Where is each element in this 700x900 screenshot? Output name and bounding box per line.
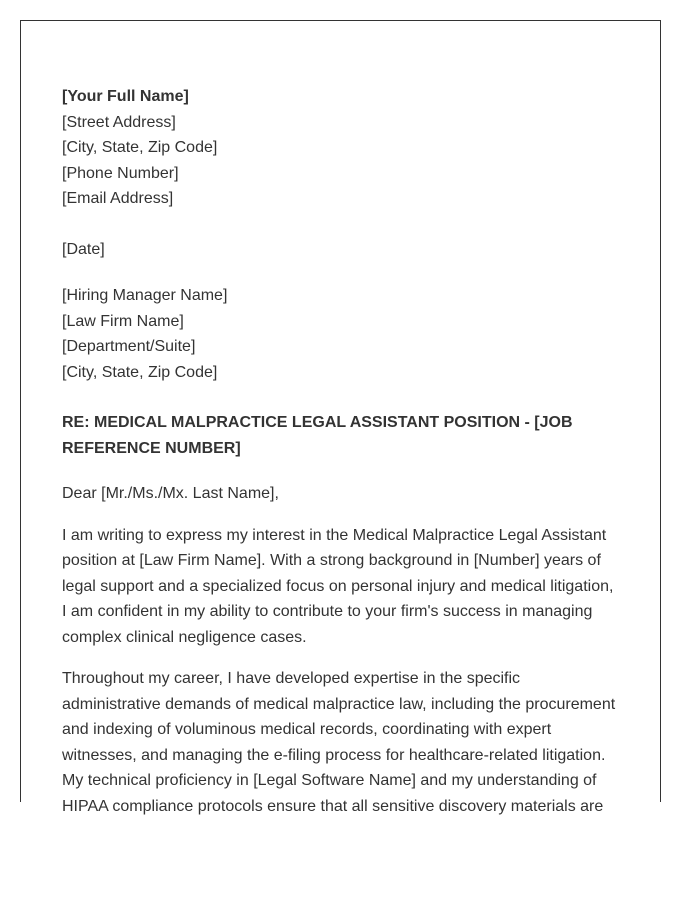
- sender-city: [City, State, Zip Code]: [62, 139, 218, 156]
- recipient-city: [City, State, Zip Code]: [62, 363, 218, 381]
- subject-line: RE: MEDICAL MALPRACTICE LEGAL ASSISTANT POSITION - [JOB REFERENCE NUMBER]: [62, 414, 573, 457]
- body-paragraph-1: I am writing to express my interest in the Medical Malpractice Legal Assistant position at [Law Firm Name]. With a strong background in [Number] years of legal support and a specialized focus on personal injury and medical litigation, I am confident in my ability to contribute to your firm's success in managing complex clinical negligence cases.: [62, 526, 614, 646]
- document-page: [20, 20, 661, 815]
- sender-block: [62, 84, 622, 212]
- recipient-department: [Department/Suite]: [62, 338, 196, 355]
- body-paragraph-2: Throughout my career, I have developed expertise in the specific administrative demands of medical malpractice law, including the procurement and indexing of voluminous medical records, coordinating with expert witnesses, and managing the e-filing process for healthcare-related litigation. My technical proficiency in [Legal Software Name] and my understanding of HIPAA compliance protocols ensure that all sensitive discovery materials are: [62, 670, 616, 815]
- sender-name: [Your Full Name]: [62, 88, 189, 105]
- salutation: Dear [Mr./Ms./Mx. Last Name],: [62, 485, 279, 502]
- sender-email: [Email Address]: [62, 190, 174, 207]
- letter-date: [Date]: [62, 240, 105, 258]
- sender-phone: [Phone Number]: [62, 164, 179, 182]
- recipient-firm: [Law Firm Name]: [62, 312, 184, 330]
- recipient-manager: [Hiring Manager Name]: [62, 287, 228, 304]
- sender-street: [Street Address]: [62, 113, 176, 131]
- recipient-block: [62, 283, 622, 385]
- letter-body: [62, 84, 622, 819]
